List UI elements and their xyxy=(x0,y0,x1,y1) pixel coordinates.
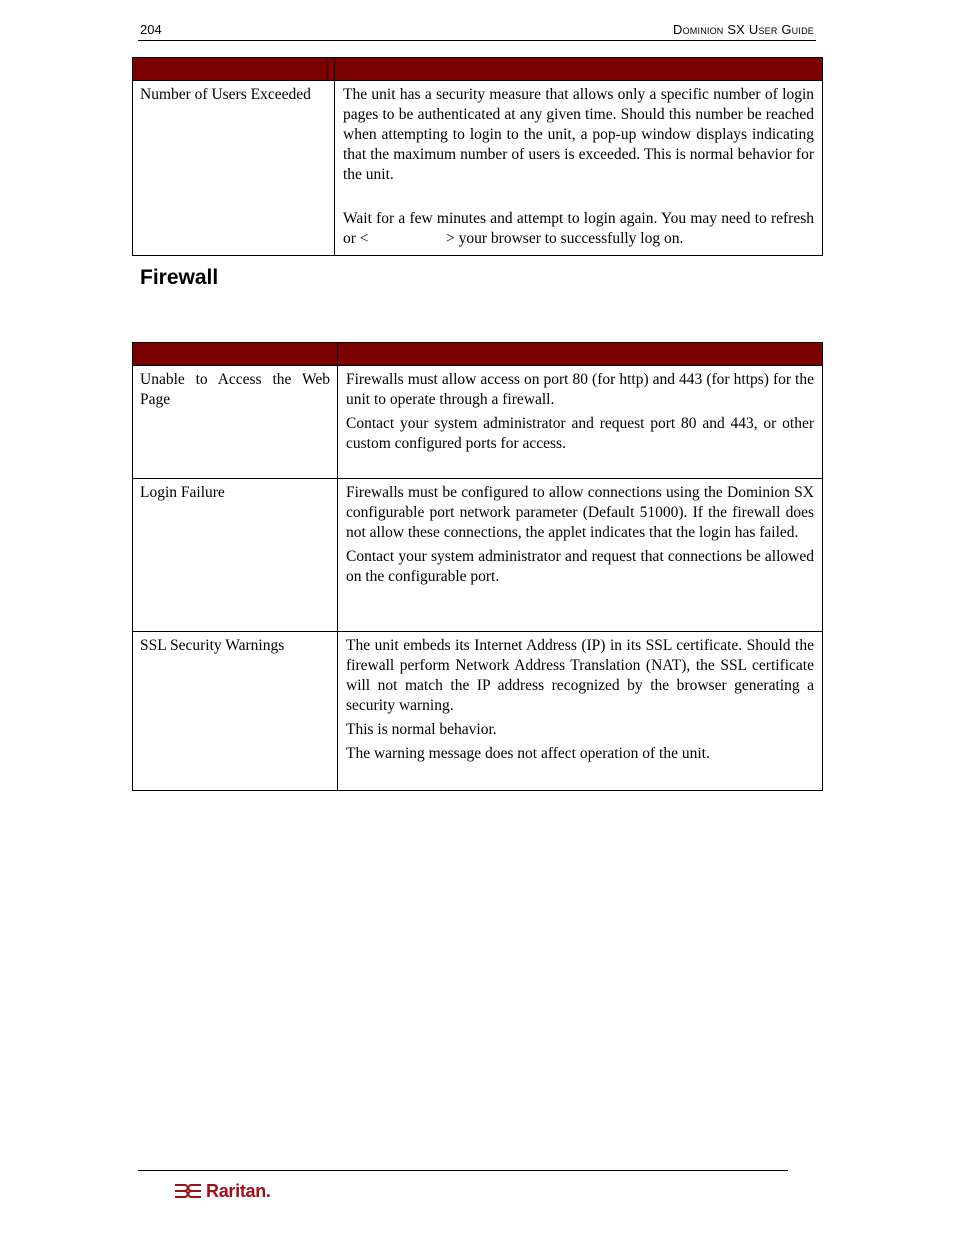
table-row xyxy=(133,366,823,479)
table-header-cell xyxy=(133,343,338,366)
table-row xyxy=(133,81,823,256)
users-exceeded-table xyxy=(132,57,823,256)
table-header-cell xyxy=(335,58,823,81)
logo-text: Raritan. xyxy=(206,1180,271,1201)
table-row xyxy=(133,479,823,632)
solution-cell xyxy=(338,479,823,632)
page-header xyxy=(138,20,816,41)
solution-paragraph: Contact your system administrator and request port 80 and 443, or other custom configured ports for access. xyxy=(346,415,814,452)
solution-paragraph: Firewalls must allow access on port 80 (for http) and 443 (for https) for the unit to operate through a firewall. xyxy=(346,371,814,408)
table-header-row xyxy=(133,343,823,366)
footer-rule xyxy=(138,1170,788,1171)
raritan-logo xyxy=(173,1178,271,1204)
solution-paragraph: Wait for a few minutes and attempt to login again. You may need to refresh or < > your browser to successfully log on. xyxy=(343,210,818,247)
document-title: Dominion SX User Guide xyxy=(673,22,814,37)
solution-paragraph: The unit embeds its Internet Address (IP) in its SSL certificate. Should the firewall perform Network Address Translation (NAT), the SSL certificate will not match the IP address recognized by the browser generating a security warning. xyxy=(346,637,814,714)
solution-paragraph: Contact your system administrator and request that connections be allowed on the configurable port. xyxy=(346,548,814,585)
solution-paragraph: This is normal behavior. xyxy=(346,721,497,738)
table-header-cell xyxy=(338,343,823,366)
issue-cell: Number of Users Exceeded xyxy=(133,81,335,256)
solution-paragraph: The unit has a security measure that allows only a specific number of login pages to be authenticated at any given time. Should this number be reached when attempting to login to the unit, a pop-up window displays indicating that the maximum number of users is exceeded. This is normal behavior for the unit. xyxy=(343,86,814,183)
firewall-table xyxy=(132,342,823,791)
page-number: 204 xyxy=(140,22,162,37)
issue-cell: SSL Security Warnings xyxy=(133,632,338,791)
solution-paragraph: Firewalls must be configured to allow connections using the Dominion SX configurable port network parameter (Default 51000). If the firewall does not allow these connections, the applet indicates that the login has failed. xyxy=(346,484,814,541)
table-header-cell xyxy=(133,58,335,81)
section-title: Firewall xyxy=(140,266,219,289)
solution-paragraph: The warning message does not affect operation of the unit. xyxy=(346,745,710,762)
issue-cell: Login Failure xyxy=(133,479,338,632)
solution-cell xyxy=(338,366,823,479)
solution-cell xyxy=(335,81,823,256)
issue-cell: Unable to Access the Web Page xyxy=(133,366,338,479)
table-header-row xyxy=(133,58,823,81)
table-row xyxy=(133,632,823,791)
raritan-logo-icon xyxy=(173,1181,203,1201)
solution-cell xyxy=(338,632,823,791)
